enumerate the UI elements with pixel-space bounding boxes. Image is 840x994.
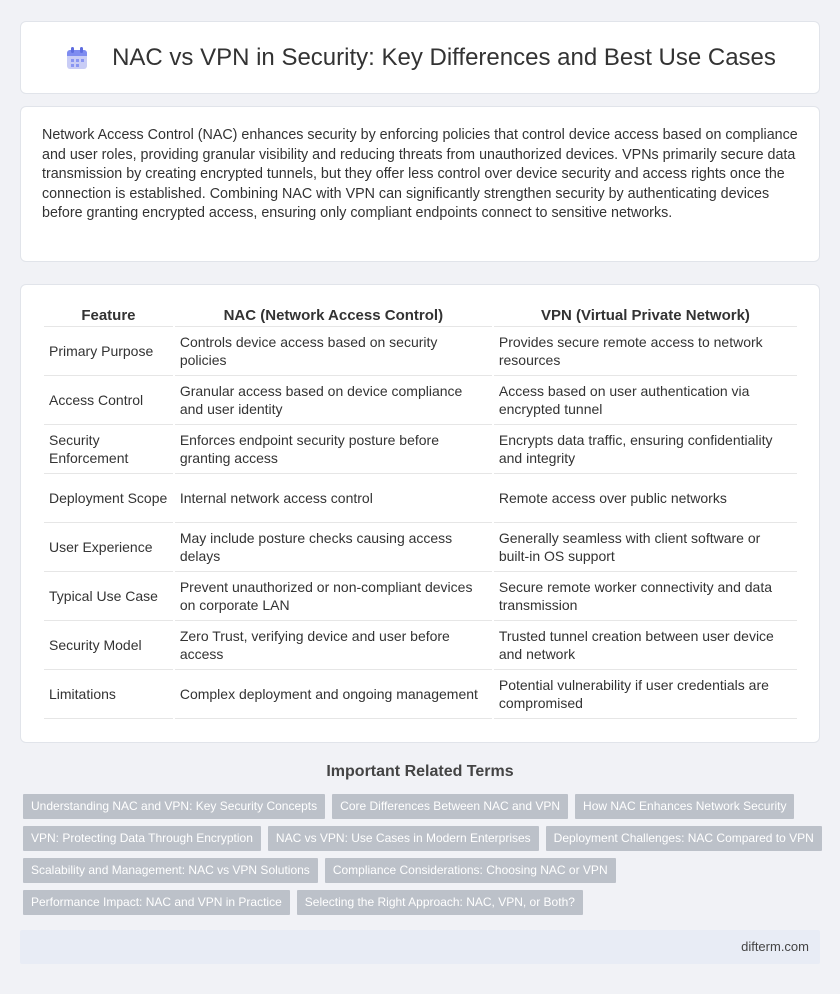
related-term-link[interactable]: NAC vs VPN: Use Cases in Modern Enterprises	[268, 826, 539, 851]
feature-cell: Limitations	[44, 670, 173, 719]
nac-cell: Controls device access based on security policies	[175, 327, 492, 376]
vpn-cell: Secure remote worker connectivity and data transmission	[494, 572, 797, 621]
table-row	[44, 523, 797, 572]
related-term-link[interactable]: Deployment Challenges: NAC Compared to VPN	[546, 826, 822, 851]
feature-cell: Deployment Scope	[44, 474, 173, 523]
related-term-link[interactable]: How NAC Enhances Network Security	[575, 794, 794, 819]
comparison-table-card	[20, 284, 820, 743]
vpn-cell: Trusted tunnel creation between user device and network	[494, 621, 797, 670]
related-terms-list	[23, 794, 823, 922]
table-row	[44, 670, 797, 719]
related-terms-title: Important Related Terms	[326, 763, 514, 780]
table-row	[44, 327, 797, 376]
table-row	[44, 572, 797, 621]
feature-cell: Access Control	[44, 376, 173, 425]
vpn-cell: Encrypts data traffic, ensuring confidentiality and integrity	[494, 425, 797, 474]
calendar-icon	[64, 45, 90, 71]
footer-site-link[interactable]: difterm.com	[741, 939, 809, 954]
column-header-vpn: VPN (Virtual Private Network)	[494, 303, 797, 327]
nac-cell: Internal network access control	[175, 474, 492, 523]
footer	[20, 930, 820, 964]
related-term-link[interactable]: Core Differences Between NAC and VPN	[332, 794, 568, 819]
feature-cell: User Experience	[44, 523, 173, 572]
feature-cell: Security Enforcement	[44, 425, 173, 474]
page-title: NAC vs VPN in Security: Key Differences and Best Use Cases	[112, 43, 776, 71]
nac-cell: Prevent unauthorized or non-compliant devices on corporate LAN	[175, 572, 492, 621]
nac-cell: Zero Trust, verifying device and user before access	[175, 621, 492, 670]
nac-cell: Granular access based on device compliance and user identity	[175, 376, 492, 425]
feature-cell: Security Model	[44, 621, 173, 670]
column-header-feature: Feature	[44, 303, 173, 327]
intro-paragraph: Network Access Control (NAC) enhances security by enforcing policies that control device access based on compliance and user roles, providing granular visibility and reducing threats from unauthorized devices. VPNs primarily secure data transmission by creating encrypted tunnels, but they offer less control over device security and access rights once the connection is established. Combining NAC with VPN can significantly strengthen security by authenticating devices before granting encrypted access, ensuring only compliant endpoints connect to sensitive networks.	[42, 127, 798, 222]
header-card	[20, 21, 820, 94]
intro-card	[20, 106, 820, 262]
nac-cell: May include posture checks causing access delays	[175, 523, 492, 572]
related-term-link[interactable]: Performance Impact: NAC and VPN in Practice	[23, 890, 290, 915]
comparison-table	[42, 303, 799, 719]
feature-cell: Primary Purpose	[44, 327, 173, 376]
related-term-link[interactable]: Selecting the Right Approach: NAC, VPN, or Both?	[297, 890, 583, 915]
table-row	[44, 474, 797, 523]
table-row	[44, 621, 797, 670]
related-term-link[interactable]: Compliance Considerations: Choosing NAC or VPN	[325, 858, 616, 883]
related-term-link[interactable]: Understanding NAC and VPN: Key Security Concepts	[23, 794, 325, 819]
table-row	[44, 425, 797, 474]
nac-cell: Enforces endpoint security posture before granting access	[175, 425, 492, 474]
vpn-cell: Potential vulnerability if user credentials are compromised	[494, 670, 797, 719]
nac-cell: Complex deployment and ongoing management	[175, 670, 492, 719]
vpn-cell: Access based on user authentication via encrypted tunnel	[494, 376, 797, 425]
column-header-nac: NAC (Network Access Control)	[175, 303, 492, 327]
related-term-link[interactable]: Scalability and Management: NAC vs VPN Solutions	[23, 858, 318, 883]
feature-cell: Typical Use Case	[44, 572, 173, 621]
table-header-row	[44, 303, 797, 327]
vpn-cell: Remote access over public networks	[494, 474, 797, 523]
table-row	[44, 376, 797, 425]
vpn-cell: Generally seamless with client software or built-in OS support	[494, 523, 797, 572]
related-term-link[interactable]: VPN: Protecting Data Through Encryption	[23, 826, 261, 851]
vpn-cell: Provides secure remote access to network resources	[494, 327, 797, 376]
